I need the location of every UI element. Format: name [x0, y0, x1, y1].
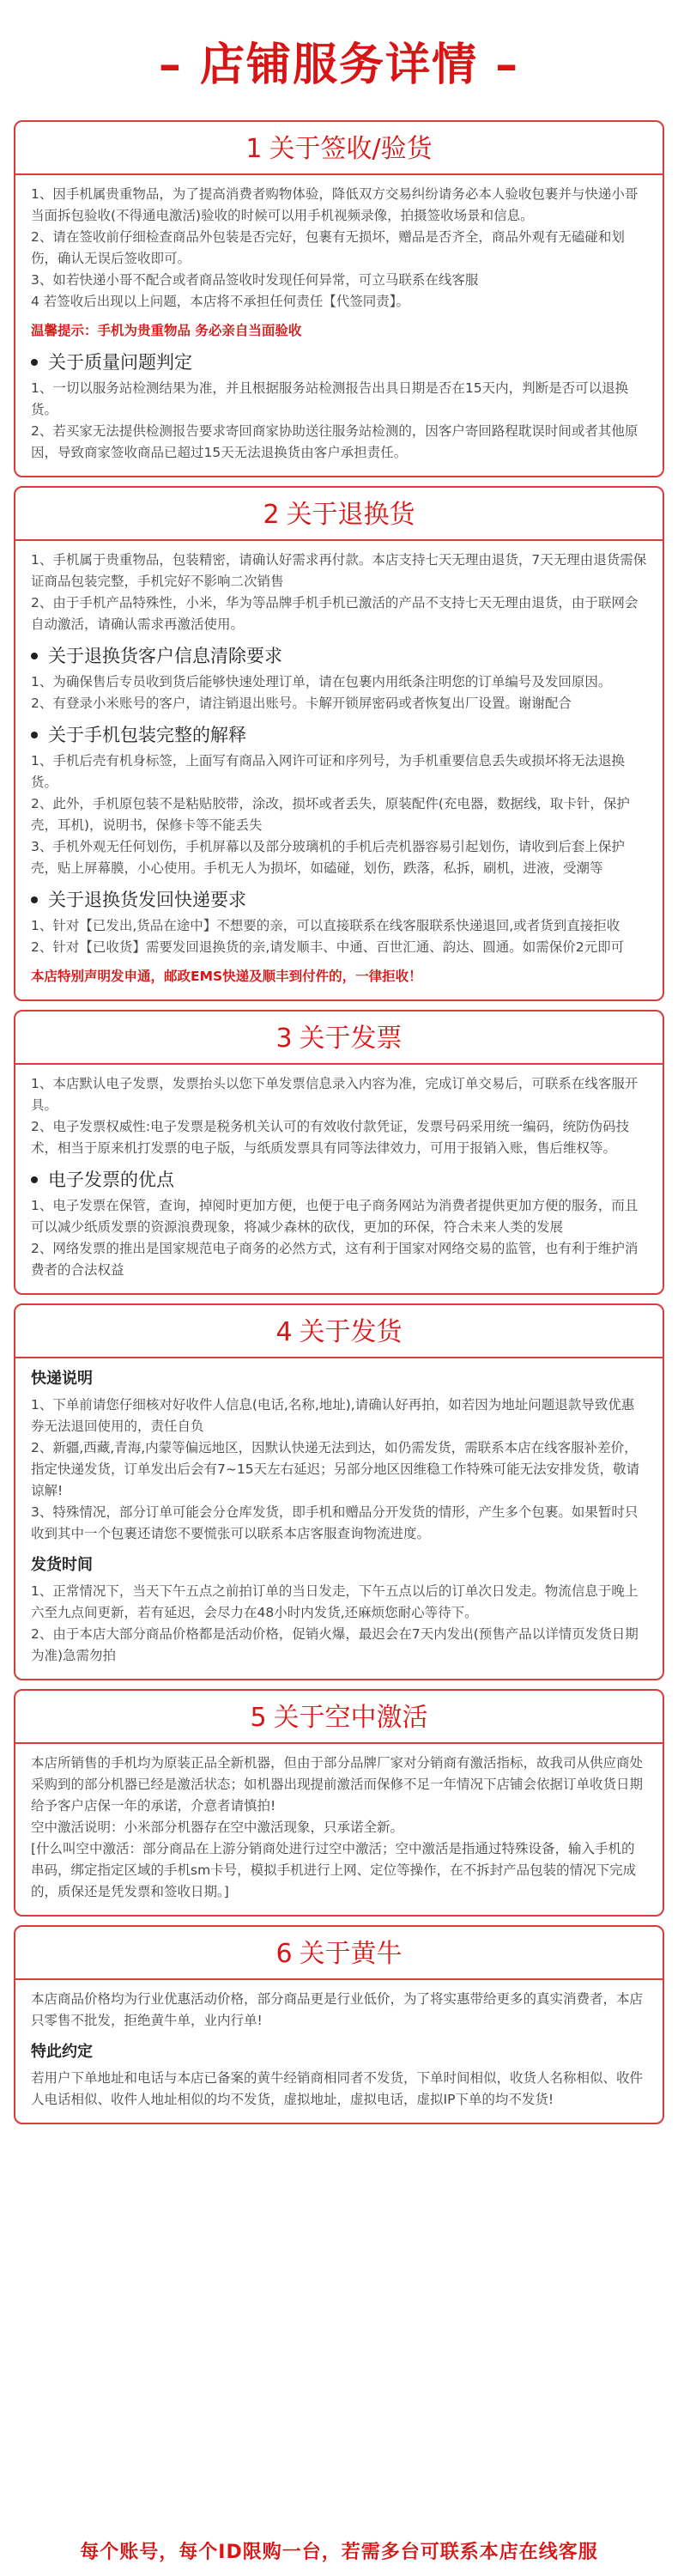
paragraph: 2、请在签收前仔细检查商品外包装是否完好，包裹有无损坏，赠品是否齐全，商品外观有无磕碰和划伤，确认无误后签收即可。 — [31, 229, 625, 266]
section-title — [15, 1701, 663, 1744]
paragraph: 1、电子发票在保管，查询，掉阅时更加方便，也便于电子商务网站为消费者提供更加方便的服务，而且可以减少纸质发票的资源浪费现象，将减少森林的砍伐，更加的环保，符合未来人类的发展 — [31, 1198, 639, 1235]
subsection-heading-text: 电子发票的优点 — [48, 1170, 174, 1190]
paragraph: 2、网络发票的推出是国家规范电子商务的必然方式，这有利于国家对网络交易的监管，也有利于维护消费者的合法权益 — [31, 1241, 639, 1278]
page-title: – 店铺服务详情 – — [158, 39, 520, 91]
section-number: 5 — [250, 1703, 267, 1733]
section-title-text: 关于空中激活 — [273, 1703, 428, 1733]
paragraph: 2、有登录小米账号的客户，请注销退出账号。卡解开锁屏密码或者恢复出厂设置。谢谢配合 — [31, 696, 572, 711]
subsection-heading — [31, 1367, 647, 1391]
paragraph: 2、新疆,西藏,青海,内蒙等偏远地区，因默认快递无法到达，如仍需发货，需联系本店在线客服补差价，指定快递发货，订单发出后会有7~15天左右延迟；另部分地区因维稳工作特殊可能无法安排发货，敬请谅解! — [31, 1440, 640, 1498]
paragraph: [什么叫空中激活：部分商品在上游分销商处进行过空中激活；空中激活是指通过特殊设备，输入手机的串码，绑定指定区域的手机sm卡号，模拟手机进行上网、定位等操作，在不拆封产品包装的情况下完成的，质保还是凭发票和签收日期。] — [31, 1841, 637, 1899]
section-title — [15, 1315, 663, 1358]
paragraph: 1、正常情况下，当天下午五点之前拍订单的当日发走，下午五点以后的订单次日发走。物流信息于晚上六至九点间更新，若有延迟，会尽力在48小时内发货,还麻烦您耐心等待下。 — [31, 1583, 639, 1620]
section-number: 3 — [275, 1024, 293, 1054]
section-title-text: 关于黄牛 — [299, 1939, 403, 1969]
subsection-heading-text: 发货时间 — [31, 1556, 93, 1574]
section-title — [15, 132, 663, 175]
footer-notice: 每个账号，每个ID限购一台，若需多台可联系本店在线客服 — [80, 2541, 598, 2563]
paragraph: 3、如若快递小哥不配合或者商品签收时发现任何异常，可立马联系在线客服 — [31, 272, 479, 288]
subsection-heading — [31, 2040, 647, 2064]
section-number: 1 — [245, 134, 263, 164]
subsection-heading — [31, 888, 647, 912]
bullet-icon — [31, 896, 38, 903]
subsection-heading-text: 特此约定 — [31, 2043, 93, 2061]
paragraph: 1、下单前请您仔细核对好收件人信息(电话,名称,地址),请确认好再拍，如若因为地址问题退款导致优惠券无法退回使用的，责任自负 — [31, 1397, 635, 1434]
subsection-heading — [31, 723, 647, 747]
section-card — [14, 486, 664, 1001]
paragraph: 空中激活说明：小米部分机器存在空中激活现象，只承诺全新。 — [31, 1820, 404, 1835]
subsection-heading — [31, 1168, 647, 1192]
section-card — [14, 1303, 664, 1680]
paragraph: 1、为确保售后专员收到货后能够快速处理订单，请在包裹内用纸条注明您的订单编号及发回原因。 — [31, 674, 612, 690]
paragraph: 2、若买家无法提供检测报告要求寄回商家协助送往服务站检测的，因客户寄回路程耽误时间或者其他原因，导致商家签收商品已超过15天无法退换货由客户承担责任。 — [31, 423, 639, 460]
section-number: 6 — [275, 1939, 293, 1969]
paragraph: 本店商品价格均为行业优惠活动价格，部分商品更是行业低价，为了将实惠带给更多的真实消费者，本店只零售不批发，拒绝黄牛单，业内行单! — [31, 1991, 644, 2028]
sections-container — [0, 120, 678, 2124]
paragraph: 3、手机外观无任何划伤，手机屏幕以及部分玻璃机的手机后壳机器容易引起划伤，请收到后套上保护壳，贴上屏幕膜，小心使用。手机无人为损坏，如磕碰，划伤，跌落，私拆，刷机，进液，受潮等 — [31, 839, 625, 876]
paragraph: 1、本店默认电子发票，发票抬头以您下单发票信息录入内容为准，完成订单交易后，可联系在线客服开具。 — [31, 1076, 639, 1113]
paragraph: 2、由于手机产品特殊性，小米，华为等品牌手机手机已激活的产品不支持七天无理由退货，由于联网会自动激活，请确认需求再激活使用。 — [31, 595, 639, 632]
warning-text: 本店特别声明发申通，邮政EMS快递及顺丰到付件的，一律拒收！ — [31, 969, 422, 984]
paragraph: 若用户下单地址和电话与本店已备案的黄牛经销商相同者不发货，下单时间相似，收货人名称相似、收件人电话相似、收件人地址相似的均不发货，虚拟地址，虚拟电话，虚拟IP下单的均不发货! — [31, 2070, 644, 2107]
section-card — [14, 1010, 664, 1295]
subsection-heading — [31, 1553, 647, 1577]
section-title-text: 关于退换货 — [286, 500, 415, 530]
section-title-text: 关于签收/验货 — [269, 134, 433, 164]
bullet-icon — [31, 653, 38, 659]
subsection-heading — [31, 350, 647, 374]
paragraph: 2、此外，手机原包装不是粘贴胶带，涂改，损坏或者丢失，原装配件(充电器，数据线，取卡针，保护壳，耳机)，说明书，保修卡等不能丢失 — [31, 796, 630, 833]
subsection-heading-text: 关于退换货客户信息清除要求 — [48, 646, 282, 666]
paragraph: 2、针对【已收货】需要发回退换货的亲,请发顺丰、中通、百世汇通、韵达、圆通。如需保价2元即可 — [31, 939, 625, 955]
paragraph: 2、由于本店大部分商品价格都是活动价格，促销火爆，最迟会在7天内发出(预售产品以详情页发货日期为准)急需勿拍 — [31, 1626, 639, 1663]
bullet-icon — [31, 732, 38, 738]
paragraph: 1、针对【已发出,货品在途中】不想要的亲，可以直接联系在线客服联系快递退回,或者货到直接拒收 — [31, 918, 620, 933]
section-number: 4 — [275, 1317, 293, 1347]
bullet-icon — [31, 359, 38, 366]
subsection-heading — [31, 644, 647, 668]
subsection-heading-text: 关于手机包装完整的解释 — [48, 725, 246, 745]
section-title — [15, 1022, 663, 1065]
section-title-text: 关于发货 — [299, 1317, 403, 1347]
paragraph: 1、因手机属贵重物品，为了提高消费者购物体验，降低双方交易纠纷请务必本人验收包裹并与快递小哥当面拆包验收(不得通电激活)验收的时候可以用手机视频录像，拍摄签收场景和信息。 — [31, 186, 639, 223]
bullet-icon — [31, 1176, 38, 1183]
section-title — [15, 1937, 663, 1980]
section-card — [14, 1689, 664, 1917]
paragraph: 4 若签收后出现以上问题，本店将不承担任何责任【代签同责】。 — [31, 294, 410, 309]
paragraph: 2、电子发票权威性:电子发票是税务机关认可的有效收付款凭证，发票号码采用统一编码，统防伪码技术，相当于原来机打发票的电子版，与纸质发票具有同等法律效力，可用于报销入账，售后维权等。 — [31, 1119, 630, 1156]
section-title-text: 关于发票 — [299, 1024, 403, 1054]
section-title — [15, 498, 663, 541]
section-card — [14, 1925, 664, 2124]
subsection-heading-text: 关于退换货发回快递要求 — [48, 890, 246, 910]
subsection-heading-text: 关于质量问题判定 — [48, 352, 192, 373]
subsection-heading-text: 快递说明 — [31, 1370, 93, 1388]
paragraph: 1、手机属于贵重物品，包装精密，请确认好需求再付款。本店支持七天无理由退货，7天无理由退货需保证商品包装完整，手机完好不影响二次销售 — [31, 552, 647, 589]
paragraph: 1、一切以服务站检测结果为准，并且根据服务站检测报告出具日期是否在15天内，判断是否可以退换货。 — [31, 380, 629, 417]
warning-text: 温馨提示：手机为贵重物品 务必亲自当面验收 — [31, 323, 302, 338]
section-card — [14, 120, 664, 477]
paragraph: 本店所销售的手机均为原装正品全新机器，但由于部分品牌厂家对分销商有激活指标，故我司从供应商处采购到的部分机器已经是激活状态；如机器出现提前激活而保修不足一年情况下店铺会依据订单收货日期给予客户店保一年的承诺，介意者请慎拍! — [31, 1755, 644, 1814]
paragraph: 1、手机后壳有机身标签，上面写有商品入网许可证和序列号，为手机重要信息丢失或损坏将无法退换货。 — [31, 753, 625, 790]
section-number: 2 — [263, 500, 280, 530]
paragraph: 3、特殊情况，部分订单可能会分仓库发货，即手机和赠品分开发货的情形，产生多个包裹。如果暂时只收到其中一个包裹还请您不要慌张可以联系本店客服查询物流进度。 — [31, 1504, 639, 1541]
page-header — [0, 0, 678, 120]
